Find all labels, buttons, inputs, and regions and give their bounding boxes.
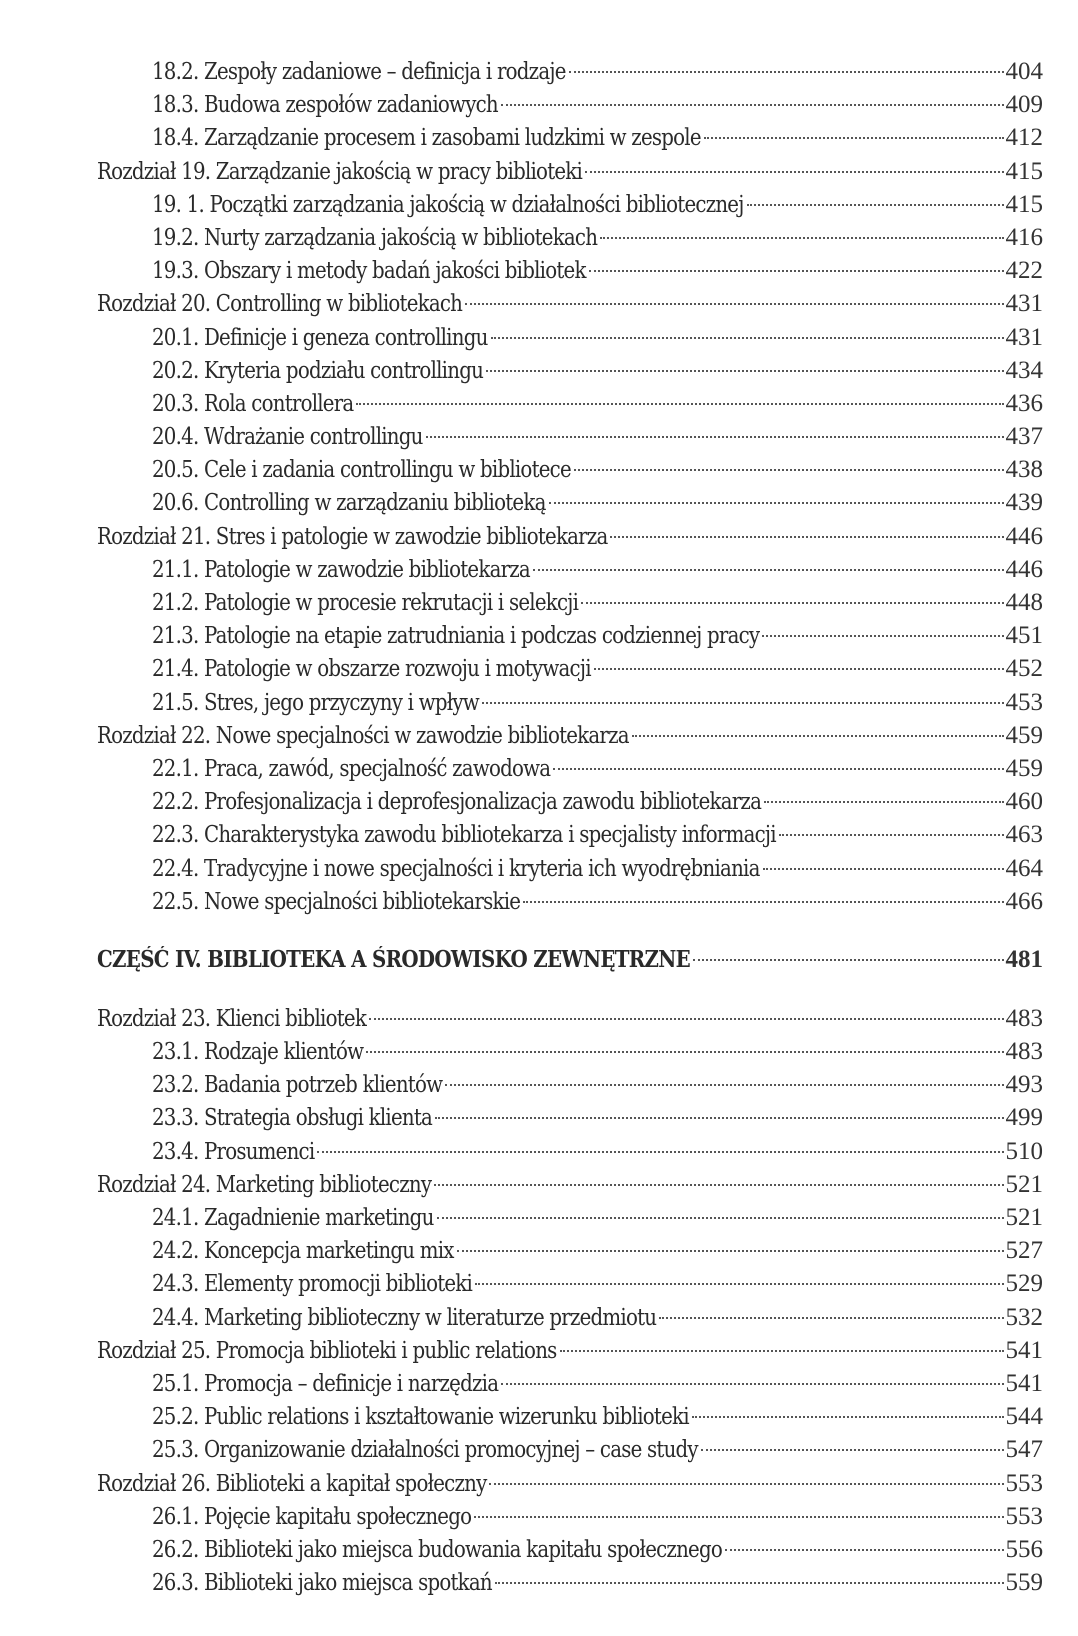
dot-leader: [501, 1383, 1003, 1385]
toc-page-number: 463: [1005, 821, 1043, 849]
toc-entry-title: 19. 1. Początki zarządzania jakością w działalności bibliotecznej: [152, 191, 744, 218]
toc-section-entry: [0, 1400, 1078, 1433]
toc-entry-title: 19.2. Nurty zarządzania jakością w bibliotekach: [152, 224, 598, 251]
toc-entry-title: 18.4. Zarządzanie procesem i zasobami ludzkimi w zespole: [152, 125, 701, 152]
toc-section-entry: [0, 785, 1078, 818]
dot-leader: [434, 1184, 1003, 1186]
toc-page-number: 544: [1005, 1403, 1043, 1431]
toc-page-number: 527: [1005, 1237, 1043, 1265]
table-of-contents: [0, 55, 1078, 1599]
toc-section-entry: [0, 752, 1078, 785]
dot-leader: [317, 1151, 1003, 1153]
toc-page-number: 415: [1005, 190, 1043, 218]
toc-section-entry: [0, 652, 1078, 685]
dot-leader: [581, 602, 1003, 604]
toc-page-number: 510: [1005, 1137, 1043, 1165]
toc-page-number: 541: [1005, 1336, 1043, 1364]
toc-section-entry: [0, 586, 1078, 619]
toc-page-number: 422: [1005, 257, 1043, 285]
toc-entry-title: Rozdział 26. Biblioteki a kapitał społeczny: [97, 1470, 487, 1497]
toc-entry-title: 20.4. Wdrażanie controllingu: [152, 424, 423, 451]
toc-page-number: 553: [1005, 1502, 1043, 1530]
dot-leader: [533, 569, 1003, 571]
toc-entry-title: Rozdział 23. Klienci bibliotek: [97, 1005, 367, 1032]
toc-page-number: 437: [1005, 423, 1043, 451]
dot-leader: [659, 1317, 1003, 1319]
toc-entry-title: 20.6. Controlling w zarządzaniu biblioteką: [152, 490, 546, 517]
toc-page-number: 439: [1005, 489, 1043, 517]
toc-entry-title: 26.2. Biblioteki jako miejsca budowania kapitału społecznego: [152, 1536, 723, 1563]
toc-section-entry: [0, 686, 1078, 719]
toc-section-entry: [0, 486, 1078, 519]
dot-leader: [610, 536, 1003, 538]
toc-entry-title: 20.5. Cele i zadania controllingu w bibliotece: [152, 457, 571, 484]
dot-leader: [692, 1416, 1004, 1418]
dot-leader: [560, 1350, 1004, 1352]
toc-section-entry: [0, 188, 1078, 221]
toc-page-number: 493: [1005, 1071, 1043, 1099]
toc-entry-title: 20.1. Definicje i geneza controllingu: [152, 324, 488, 351]
toc-section-entry: [0, 1101, 1078, 1134]
dot-leader: [553, 768, 1003, 770]
dot-leader: [704, 137, 1004, 139]
toc-entry-title: 22.1. Praca, zawód, specjalność zawodowa: [152, 755, 551, 782]
toc-entry-title: 24.1. Zagadnienie marketingu: [152, 1205, 434, 1231]
toc-entry-title: 25.3. Organizowanie działalności promocyjnej – case study: [152, 1437, 698, 1464]
toc-section-entry: [0, 1267, 1078, 1300]
dot-leader: [474, 1516, 1003, 1518]
toc-page-number: 412: [1005, 124, 1043, 152]
toc-page-number: 532: [1005, 1303, 1043, 1331]
toc-section-entry: [0, 1433, 1078, 1466]
dot-leader: [725, 1549, 1004, 1551]
toc-section-entry: [0, 55, 1078, 88]
toc-entry-title: Rozdział 25. Promocja biblioteki i public relations: [97, 1337, 557, 1364]
toc-section-entry: [0, 885, 1078, 918]
toc-page-number: 438: [1005, 456, 1043, 484]
toc-section-entry: [0, 354, 1078, 387]
dot-leader: [486, 370, 1003, 372]
toc-section-entry: [0, 453, 1078, 486]
toc-section-entry: [0, 852, 1078, 885]
toc-entry-title: 18.2. Zespoły zadaniowe – definicja i rodzaje: [152, 59, 566, 85]
toc-section-entry: [0, 1201, 1078, 1234]
toc-section-entry: [0, 88, 1078, 121]
toc-page-number: 409: [1005, 91, 1043, 119]
dot-leader: [437, 1217, 1004, 1219]
toc-chapter-entry: [0, 287, 1078, 320]
toc-page-number: 453: [1005, 688, 1043, 716]
toc-page-number: 451: [1005, 622, 1043, 650]
toc-page-number: 446: [1005, 555, 1043, 583]
toc-section-entry: [0, 1068, 1078, 1101]
toc-entry-title: 21.3. Patologie na etapie zatrudniania i podczas codziennej pracy: [152, 623, 760, 650]
toc-page-number: 483: [1005, 1038, 1043, 1066]
toc-entry-title: 26.3. Biblioteki jako miejsca spotkań: [152, 1570, 492, 1597]
toc-entry-title: Rozdział 19. Zarządzanie jakością w pracy biblioteki: [97, 158, 583, 185]
toc-part-heading: [0, 940, 1078, 980]
toc-chapter-entry: [0, 1467, 1078, 1500]
dot-leader: [465, 303, 1003, 305]
toc-entry-title: 20.2. Kryteria podziału controllingu: [152, 357, 484, 384]
dot-leader: [491, 337, 1004, 339]
toc-entry-title: Rozdział 20. Controlling w bibliotekach: [97, 291, 463, 318]
toc-page-number: 556: [1005, 1535, 1043, 1563]
toc-section-entry: [0, 387, 1078, 420]
toc-page-number: 553: [1005, 1469, 1043, 1497]
toc-entry-title: 21.5. Stres, jego przyczyny i wpływ: [152, 689, 479, 716]
dot-leader: [501, 104, 1004, 106]
toc-page-number: 448: [1005, 589, 1043, 616]
toc-entry-title: 24.3. Elementy promocji biblioteki: [152, 1271, 473, 1298]
toc-entry-title: 22.5. Nowe specjalności bibliotekarskie: [152, 888, 521, 915]
toc-entry-title: Rozdział 21. Stres i patologie w zawodzie bibliotekarza: [97, 523, 608, 550]
toc-entry-title: CZĘŚĆ IV. BIBLIOTEKA A ŚRODOWISKO ZEWNĘTRZNE: [97, 945, 691, 973]
dot-leader: [779, 834, 1004, 836]
dot-leader: [747, 204, 1004, 206]
toc-chapter-entry: [0, 520, 1078, 553]
toc-section-entry: [0, 1367, 1078, 1400]
toc-page-number: 416: [1005, 223, 1043, 251]
dot-leader: [764, 801, 1003, 803]
toc-section-entry: [0, 221, 1078, 254]
toc-page-number: 466: [1005, 887, 1043, 915]
dot-leader: [569, 71, 1004, 73]
dot-leader: [523, 901, 1003, 903]
dot-leader: [366, 1051, 1003, 1053]
toc-page-number: 459: [1005, 754, 1043, 782]
toc-page-number: 521: [1005, 1170, 1043, 1198]
toc-entry-title: 24.4. Marketing biblioteczny w literaturze przedmiotu: [152, 1304, 657, 1331]
toc-entry-title: 23.4. Prosumenci: [152, 1138, 315, 1165]
toc-page-number: 459: [1005, 721, 1043, 749]
dot-leader: [701, 1449, 1004, 1451]
toc-section-entry: [0, 619, 1078, 652]
toc-entry-title: 21.1. Patologie w zawodzie bibliotekarza: [152, 556, 530, 583]
dot-leader: [495, 1582, 1004, 1584]
toc-page-number: 452: [1005, 655, 1043, 683]
toc-page-number: 547: [1005, 1436, 1043, 1464]
toc-page-number: 541: [1005, 1369, 1043, 1397]
toc-page-number: 436: [1005, 389, 1043, 417]
toc-entry-title: 26.1. Pojęcie kapitału społecznego: [152, 1503, 472, 1530]
toc-page-number: 559: [1005, 1569, 1043, 1597]
toc-page-number: 431: [1005, 323, 1043, 351]
toc-section-entry: [0, 818, 1078, 851]
dot-leader: [762, 635, 1003, 637]
dot-leader: [763, 868, 1004, 870]
toc-section-entry: [0, 1234, 1078, 1267]
toc-entry-title: 21.4. Patologie w obszarze rozwoju i motywacji: [152, 656, 591, 683]
toc-entry-title: 19.3. Obszary i metody badań jakości bibliotek: [152, 258, 586, 285]
toc-entry-title: Rozdział 22. Nowe specjalności w zawodzie bibliotekarza: [97, 722, 629, 749]
toc-chapter-entry: [0, 1168, 1078, 1201]
toc-page-number: 446: [1005, 522, 1043, 550]
dot-leader: [369, 1018, 1003, 1020]
dot-leader: [574, 469, 1004, 471]
toc-page-number: 499: [1005, 1104, 1043, 1132]
toc-entry-title: 23.2. Badania potrzeb klientów: [152, 1072, 443, 1099]
dot-leader: [489, 1483, 1003, 1485]
toc-entry-title: 23.1. Rodzaje klientów: [152, 1039, 364, 1066]
toc-entry-title: 24.2. Koncepcja marketingu mix: [152, 1238, 454, 1265]
toc-page-number: 431: [1005, 290, 1043, 318]
toc-entry-title: Rozdział 24. Marketing biblioteczny: [97, 1171, 432, 1198]
toc-chapter-entry: [0, 1002, 1078, 1035]
dot-leader: [445, 1084, 1003, 1086]
toc-entry-title: 25.1. Promocja – definicje i narzędzia: [152, 1370, 499, 1397]
toc-section-entry: [0, 321, 1078, 354]
toc-section-entry: [0, 1301, 1078, 1334]
toc-section-entry: [0, 254, 1078, 287]
toc-chapter-entry: [0, 155, 1078, 188]
toc-page-number: 434: [1005, 356, 1043, 384]
toc-entry-title: 25.2. Public relations i kształtowanie wizerunku biblioteki: [152, 1404, 689, 1431]
toc-section-entry: [0, 420, 1078, 453]
dot-leader: [482, 702, 1004, 704]
dot-leader: [585, 171, 1003, 173]
dot-leader: [426, 436, 1004, 438]
toc-page-number: 521: [1005, 1204, 1043, 1231]
toc-page-number: 415: [1005, 157, 1043, 185]
dot-leader: [600, 237, 1003, 239]
dot-leader: [549, 502, 1004, 504]
toc-page-number: 529: [1005, 1270, 1043, 1298]
dot-leader: [435, 1117, 1003, 1119]
toc-page-number: 404: [1005, 58, 1043, 85]
toc-chapter-entry: [0, 1334, 1078, 1367]
dot-leader: [632, 735, 1004, 737]
toc-section-entry: [0, 1500, 1078, 1533]
toc-page-number: 464: [1005, 854, 1043, 882]
toc-page-number: 460: [1005, 788, 1043, 816]
toc-section-entry: [0, 553, 1078, 586]
dot-leader: [475, 1283, 1003, 1285]
dot-leader: [457, 1250, 1004, 1252]
toc-section-entry: [0, 121, 1078, 154]
toc-entry-title: 22.2. Profesjonalizacja i deprofesjonalizacja zawodu bibliotekarza: [152, 789, 762, 816]
dot-leader: [594, 668, 1004, 670]
dot-leader: [693, 959, 1004, 961]
toc-page-number: 483: [1005, 1004, 1043, 1032]
toc-section-entry: [0, 1035, 1078, 1068]
toc-entry-title: 22.3. Charakterystyka zawodu bibliotekarza i specjalisty informacji: [152, 822, 776, 849]
toc-section-entry: [0, 1533, 1078, 1566]
toc-entry-title: 18.3. Budowa zespołów zadaniowych: [152, 92, 498, 119]
toc-chapter-entry: [0, 719, 1078, 752]
toc-entry-title: 23.3. Strategia obsługi klienta: [152, 1105, 433, 1132]
toc-entry-title: 21.2. Patologie w procesie rekrutacji i selekcji: [152, 590, 579, 616]
toc-entry-title: 20.3. Rola controllera: [152, 390, 354, 417]
toc-page-number: 481: [1005, 945, 1043, 973]
toc-section-entry: [0, 1135, 1078, 1168]
toc-section-entry: [0, 1566, 1078, 1599]
toc-entry-title: 22.4. Tradycyjne i nowe specjalności i kryteria ich wyodrębniania: [152, 855, 760, 882]
dot-leader: [356, 403, 1003, 405]
dot-leader: [589, 270, 1004, 272]
